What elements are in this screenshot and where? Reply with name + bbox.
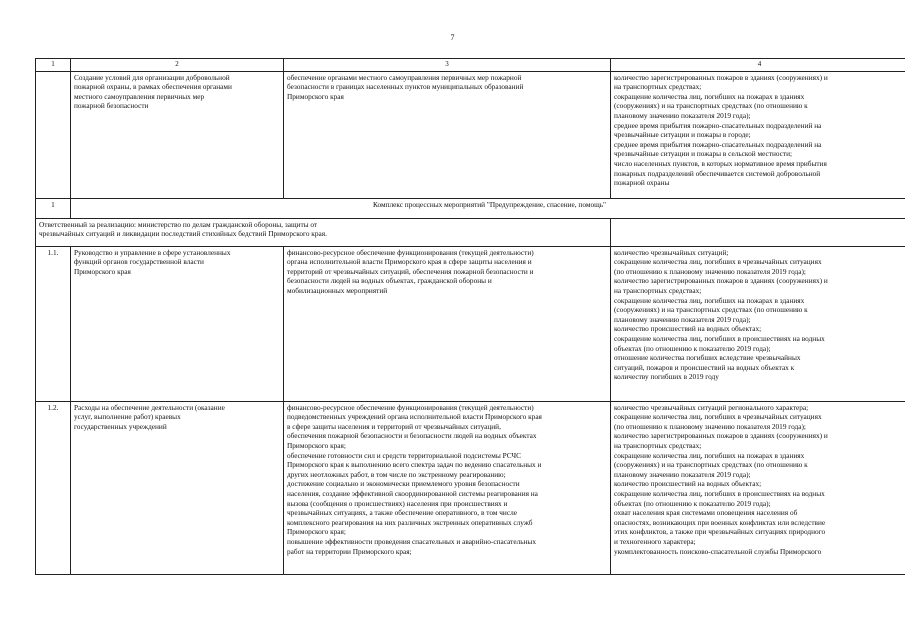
header-col-3: 3 [284,59,611,72]
text-line: пожарных подразделений обеспечивается системой добровольной [614,168,821,178]
header-col-4: 4 [611,59,905,72]
complex-number: 1 [36,198,71,218]
text-line: (сооружениях) и на транспортных средствах (по отношению к [614,101,808,111]
text-line: населения, создание эффективной скоординированной системы реагирования на [287,488,538,498]
text-line: (по отношению к плановому значению показателя 2019 года); [614,421,806,431]
text-line: среднее время прибытия пожарно-спасательных подразделений на [614,139,822,149]
text-line: органа исполнительной власти Приморского края в сфере защиты населения и [287,257,532,267]
indicators-cell [611,246,905,401]
text-line: услуг, выполнение работ) краевых [74,412,181,422]
text-line: Создание условий для организации добровольной [74,72,230,82]
text-line: плановому значению показателя 2019 года); [614,314,751,324]
text-line: укомплектованность поисково-спасательной службы Приморского [614,546,822,556]
text-line: и техногенного характера; [614,536,696,546]
text-line: сокращение количества лиц, погибших в чрезвычайных ситуациях [614,257,822,267]
text-line: количество зарегистрированных пожаров в зданиях (сооружениях) и [614,276,828,286]
indicators-cell [611,401,905,574]
text-line: (сооружениях) и на транспортных средствах (по отношению к [614,460,808,470]
text-line: на транспортных средствах; [614,82,702,92]
text-line: Расходы на обеспечение деятельности (оказание [74,402,225,412]
task-cell [71,71,284,198]
text-line: Приморского края [74,266,131,276]
text-line: повышение эффективности проведения спасательных и аварийно-спасательных [287,536,536,546]
text-line: пожарной охраны, в рамках обеспечения органами [74,82,232,92]
text-line: государственных учреждений [74,421,167,431]
row-number-1-1: 1.1. [36,246,71,401]
text-line: сокращение количества лиц, погибших на пожарах в зданиях [614,450,805,460]
text-line: сокращение количества лиц, погибших в происшествиях на водных [614,333,825,343]
text-line: среднее время прибытия пожарно-спасательных подразделений на [614,120,822,130]
description-cell [284,246,611,401]
table-row-1-2 [36,401,905,574]
text-line: пожарной безопасности [74,101,149,111]
text-line: пожарной охраны [614,178,670,188]
text-line: чрезвычайные ситуации и пожары в сельской местности; [614,149,793,159]
responsible-text [36,218,611,246]
text-line: работ на территории Приморского края; [287,546,412,556]
text-line: обеспечение органами местного самоуправления первичных мер пожарной [287,72,522,82]
text-line: функций органов государственной власти [74,257,204,267]
text-line: охват населения края системами оповещения населения об [614,508,798,518]
text-line: подведомственных учреждений органа исполнительной власти Приморского края [287,412,542,422]
text-line: количество происшествий на водных объектах; [614,479,762,489]
text-line: мобилизационных мероприятий [287,285,388,295]
description-cell [284,401,611,574]
text-line: чрезвычайных ситуациях, а также обеспечение оперативного, в том числе [287,508,517,518]
text-line: (сооружениях) и на транспортных средствах (по отношению к [614,305,808,315]
text-line: в сфере защиты населения и территорий от чрезвычайных ситуаций, [287,421,501,431]
responsible-row [36,218,905,246]
text-line: отношение количества погибших вследствие чрезвычайных [614,353,801,363]
table-header-row [36,59,905,72]
text-line: сокращение количества лиц, погибших в чрезвычайных ситуациях [614,412,822,422]
measures-table [35,58,905,575]
text-line: финансово-ресурсное обеспечение функционирования (текущей деятельности) [287,402,534,412]
text-line: чрезвычайные ситуации и пожары в городе; [614,130,751,140]
text-line: территорий от чрезвычайных ситуаций, обеспечения пожарной безопасности и [287,266,534,276]
text-line: других неотложных работ, в том числе по экстренному реагированию; [287,469,506,479]
text-line: обеспечение готовности сил и средств территориальной подсистемы РСЧС [287,450,522,460]
text-line: вызова (сообщения о происшествиях) населения при происшествиях и [287,498,508,508]
text-line: на транспортных средствах; [614,440,702,450]
text-line: количество зарегистрированных пожаров в зданиях (сооружениях) и [614,72,828,82]
description-cell [284,71,611,198]
text-line: безопасности в границах населенных пунктов муниципальных образований [287,82,524,92]
text-line: безопасности людей на водных объектах, гражданской обороны и [287,276,492,286]
complex-title: Комплекс процессных мероприятий "Предупреждение, спасение, помощь" [71,198,905,218]
text-line: Приморского края [287,91,344,101]
text-line: опасностях, возникающих при военных конфликтах или вследствие [614,517,826,527]
row-number-cell [36,71,71,198]
table-row-1-1 [36,246,905,401]
text-line: финансово-ресурсное обеспечение функционирования (текущей деятельности) [287,247,534,257]
text-line: количеству погибших в 2019 году [614,372,719,382]
text-line: сокращение количества лиц, погибших на пожарах в зданиях [614,295,805,305]
text-line: Руководство и управление в сфере установленных [74,247,231,257]
text-line: на транспортных средствах; [614,285,702,295]
header-col-2: 2 [71,59,284,72]
text-line: количество чрезвычайных ситуаций регионального характера; [614,402,809,412]
text-line: Приморского края; [287,440,346,450]
complex-header-row [36,198,905,218]
text-line: этих конфликтов, а также при чрезвычайных ситуациях природного [614,527,826,537]
page-number: 7 [450,33,455,42]
indicators-cell [611,71,905,198]
text-line: комплексного реагирования на них различных экстренных оперативных служб [287,517,533,527]
text-line: (по отношению к плановому значению показателя 2019 года); [614,266,806,276]
responsible-empty-cell [611,218,905,246]
text-line: ситуаций, пожаров и происшествий на водных объектах к [614,362,795,372]
text-line: количество происшествий на водных объектах; [614,324,762,334]
text-line: число населенных пунктов, в которых нормативное время прибытия [614,158,827,168]
row-number-1-2: 1.2. [36,401,71,574]
text-line: объектах (по отношению к показателю 2019 года); [614,343,771,353]
text-line: сокращение количества лиц, погибших на пожарах в зданиях [614,91,805,101]
text-line: количество чрезвычайных ситуаций; [614,247,729,257]
text-line: плановому значению показателя 2019 года); [614,110,751,120]
task-cell [71,246,284,401]
task-cell [71,401,284,574]
text-line: достижение социально и экономически приемлемого уровня безопасности [287,479,520,489]
text-line: плановому значению показателя 2019 года); [614,469,751,479]
text-line: Ответственный за реализацию: министерство по делам гражданской обороны, защиты от [39,219,318,229]
text-line: Приморского края к выполнению всего спектра задач по ведению спасательных и [287,460,542,470]
text-line: местного самоуправления первичных мер [74,91,205,101]
table-row-fire-safety [36,71,905,198]
text-line: чрезвычайных ситуаций и ликвидации последствий стихийных бедствий Приморского края. [39,229,327,239]
header-col-1: 1 [36,59,71,72]
text-line: объектах (по отношению к показателю 2019 года); [614,498,771,508]
text-line: обеспечения пожарной безопасности и безопасности людей на водных объектах [287,431,537,441]
text-line: сокращение количества лиц, погибших в происшествиях на водных [614,488,825,498]
text-line: количество зарегистрированных пожаров в зданиях (сооружениях) и [614,431,828,441]
text-line: Приморского края; [287,527,346,537]
